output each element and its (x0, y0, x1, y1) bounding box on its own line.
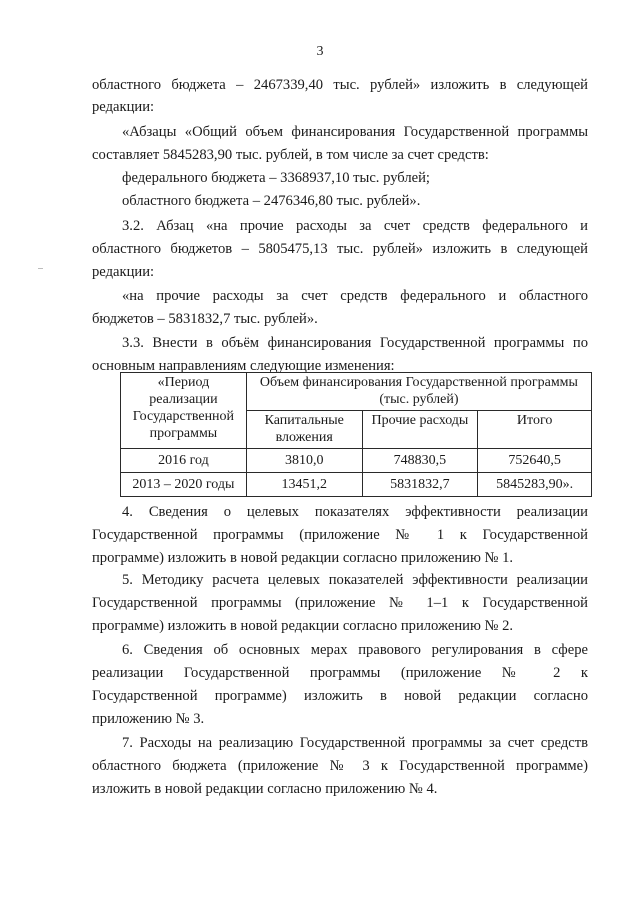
header-volume: Объем финансирования Государственной программы (тыс. рублей) (246, 373, 591, 411)
p7-line3: изложить в новой редакции согласно приложению № 4. (92, 781, 438, 797)
col-total: Итого (478, 411, 592, 449)
row-other: 5831832,7 (362, 473, 478, 497)
para1-line2: редакции: (92, 99, 155, 115)
row-capital: 13451,2 (246, 473, 362, 497)
row-period: 2016 год (121, 449, 247, 473)
p5-line3: программе) изложить в новой редакции согласно приложению № 2. (92, 618, 514, 634)
row-total: 5845283,90». (478, 473, 592, 497)
table-row (121, 449, 592, 473)
quote2-line1: «на прочие расходы за счет средств федерального и областного (122, 288, 588, 304)
p7-line2: областного бюджета (приложение № 3 к Государственной программе) (92, 758, 588, 774)
row-period: 2013 – 2020 годы (121, 473, 247, 497)
row-total: 752640,5 (478, 449, 592, 473)
p4-line1: 4. Сведения о целевых показателях эффективности реализации (122, 504, 588, 520)
p6-line1: 6. Сведения об основных мерах правового регулирования в сфере (122, 642, 588, 658)
table-row (121, 473, 592, 497)
p5-line2: Государственной программы (приложение № 1–1 к Государственной (92, 595, 588, 611)
p6-line4: приложению № 3. (92, 711, 205, 727)
col-capital: Капитальные вложения (246, 411, 362, 449)
p32-line3: редакции: (92, 264, 155, 280)
quote1-line3: федерального бюджета – 3368937,10 тыс. рублей; (122, 170, 430, 186)
para1-line1: областного бюджета – 2467339,40 тыс. рублей» изложить в следующей (92, 77, 588, 93)
row-other: 748830,5 (362, 449, 478, 473)
p33-line2: основным направлениям следующие изменения: (92, 358, 395, 374)
financing-table (120, 372, 592, 497)
p4-line3: программе) изложить в новой редакции согласно приложению № 1. (92, 550, 514, 566)
quote2-line2: бюджетов – 5831832,7 тыс. рублей». (92, 311, 318, 327)
p5-line1: 5. Методику расчета целевых показателей эффективности реализации (122, 572, 588, 588)
quote1-line2: составляет 5845283,90 тыс. рублей, в том числе за счет средств: (92, 147, 489, 163)
page-number: 3 (316, 44, 324, 59)
p6-line3: Государственной программе) изложить в новой редакции согласно (92, 688, 588, 704)
quote1-line4: областного бюджета – 2476346,80 тыс. рублей». (122, 193, 421, 209)
margin-mark (38, 268, 43, 269)
p32-line1: 3.2. Абзац «на прочие расходы за счет средств федерального и (122, 218, 588, 234)
p4-line2: Государственной программы (приложение № 1 к Государственной (92, 527, 588, 543)
p33-line1: 3.3. Внести в объём финансирования Государственной программы по (122, 335, 588, 351)
p7-line1: 7. Расходы на реализацию Государственной программы за счет средств (122, 735, 588, 751)
col-other: Прочие расходы (362, 411, 478, 449)
p6-line2: реализации Государственной программы (приложение № 2 к (92, 665, 588, 681)
header-period: «Период реализации Государственной программы (121, 373, 247, 449)
p32-line2: областного бюджетов – 5805475,13 тыс. рублей» изложить в следующей (92, 241, 588, 257)
quote1-line1: «Абзацы «Общий объем финансирования Государственной программы (122, 124, 588, 140)
row-capital: 3810,0 (246, 449, 362, 473)
